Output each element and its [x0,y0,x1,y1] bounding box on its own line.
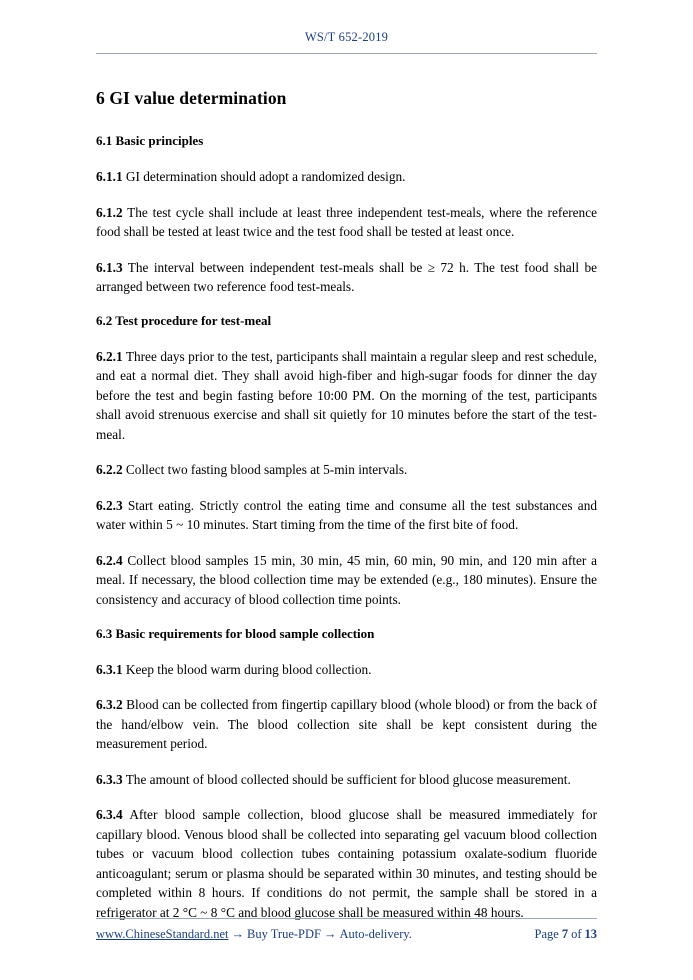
footer-row [96,927,597,942]
clause-text: The interval between independent test-meals shall be ≥ 72 h. The test food shall be arranged between two reference food test-meals. [96,259,597,295]
buy-true-pdf-label[interactable]: Buy True-PDF [247,927,321,941]
standard-code: WS/T 652-2019 [304,30,389,44]
page-number: 7 [561,927,569,941]
clause-text: Start eating. Strictly control the eating time and consume all the test substances and water within 5 ~ 10 minutes. Start timing from the time of the first bite of food. [96,497,598,533]
paragraph [96,203,597,242]
paragraph [96,496,597,535]
paragraph [96,347,597,445]
paragraph [96,770,597,790]
clause-text: Keep the blood warm during blood collection. [125,661,372,677]
page-title: 6 GI value determination [96,88,287,108]
document-body [96,133,597,922]
paragraph [96,660,597,680]
clause-text: Collect two fasting blood samples at 5-min intervals. [125,462,408,478]
clause-number: 6.1.3 [96,259,123,275]
paragraph [96,695,597,754]
header-divider [96,53,597,54]
page-word: Page [534,927,559,941]
of-word: of [571,927,582,941]
clause-number: 6.3.1 [96,661,123,677]
paragraph [96,805,597,922]
arrow-icon: → [231,927,244,941]
clause-number: 6.2.4 [96,552,123,568]
clause-number: 6.3.3 [96,771,123,787]
page-footer [96,918,597,942]
clause-number: 6.2.2 [96,462,123,478]
auto-delivery-label: Auto-delivery. [339,927,412,941]
clause-text: Collect blood samples 15 min, 30 min, 45 min, 60 min, 90 min, and 120 min after a meal. If necessary, the blood collection time may be extended (e.g., 180 minutes). Ensure the consistency and accuracy of blood collection time points. [96,552,597,607]
clause-number: 6.3.2 [96,697,123,713]
clause-number: 6.1.2 [96,204,123,220]
paragraph [96,460,597,480]
clause-text: GI determination should adopt a randomized design. [125,169,406,184]
footer-divider [96,918,597,919]
clause-number: 6.3.4 [96,807,123,823]
footer-promo [96,927,412,942]
chinesestandard-link[interactable]: www.ChineseStandard.net [96,927,229,941]
clause-text: The amount of blood collected should be sufficient for blood glucose measurement. [125,771,571,787]
clause-number: 6.1.1 [96,169,123,184]
total-pages: 13 [584,927,597,941]
paragraph [96,167,597,187]
subsection-heading: 6.2 Test procedure for test-meal [96,312,272,328]
paragraph [96,551,597,610]
clause-number: 6.2.1 [96,348,123,364]
clause-text: Blood can be collected from fingertip capillary blood (whole blood) or from the back of the hand/elbow vein. The blood collection site shall be kept consistent during the measurement period. [96,697,597,752]
arrow-icon-2: → [324,927,337,941]
page-indicator [535,927,597,942]
clause-text: After blood sample collection, blood glucose shall be measured immediately for capillary blood. Venous blood shall be collected into separating gel vacuum blood collection tubes or vacuum blood collection tubes containing potassium oxalate-sodium fluoride anticoagulant; serum or plasma should be separated within 30 minutes, and testing should be completed within 8 hours. If conditions do not permit, the sample shall be stored in a refrigerator at 2 °C ~ 8 °C and blood glucose shall be measured within 48 hours. [96,807,597,920]
subsection-heading: 6.1 Basic principles [96,133,204,148]
clause-text: Three days prior to the test, participants shall maintain a regular sleep and rest schedule, and eat a normal diet. They shall avoid high-fiber and high-sugar foods for dinner the day before the test and begin fasting before 10:00 PM. On the morning of the test, participants shall avoid strenuous exercise and shall sit quietly for 10 minutes before the start of the test-meal. [96,348,597,442]
clause-text: The test cycle shall include at least three independent test-meals, where the reference food shall be tested at least twice and the test food shall be tested at least once. [96,204,598,240]
page-header [96,30,597,53]
subsection-heading: 6.3 Basic requirements for blood sample collection [96,625,375,641]
clause-number: 6.2.3 [96,497,123,513]
paragraph [96,258,597,297]
